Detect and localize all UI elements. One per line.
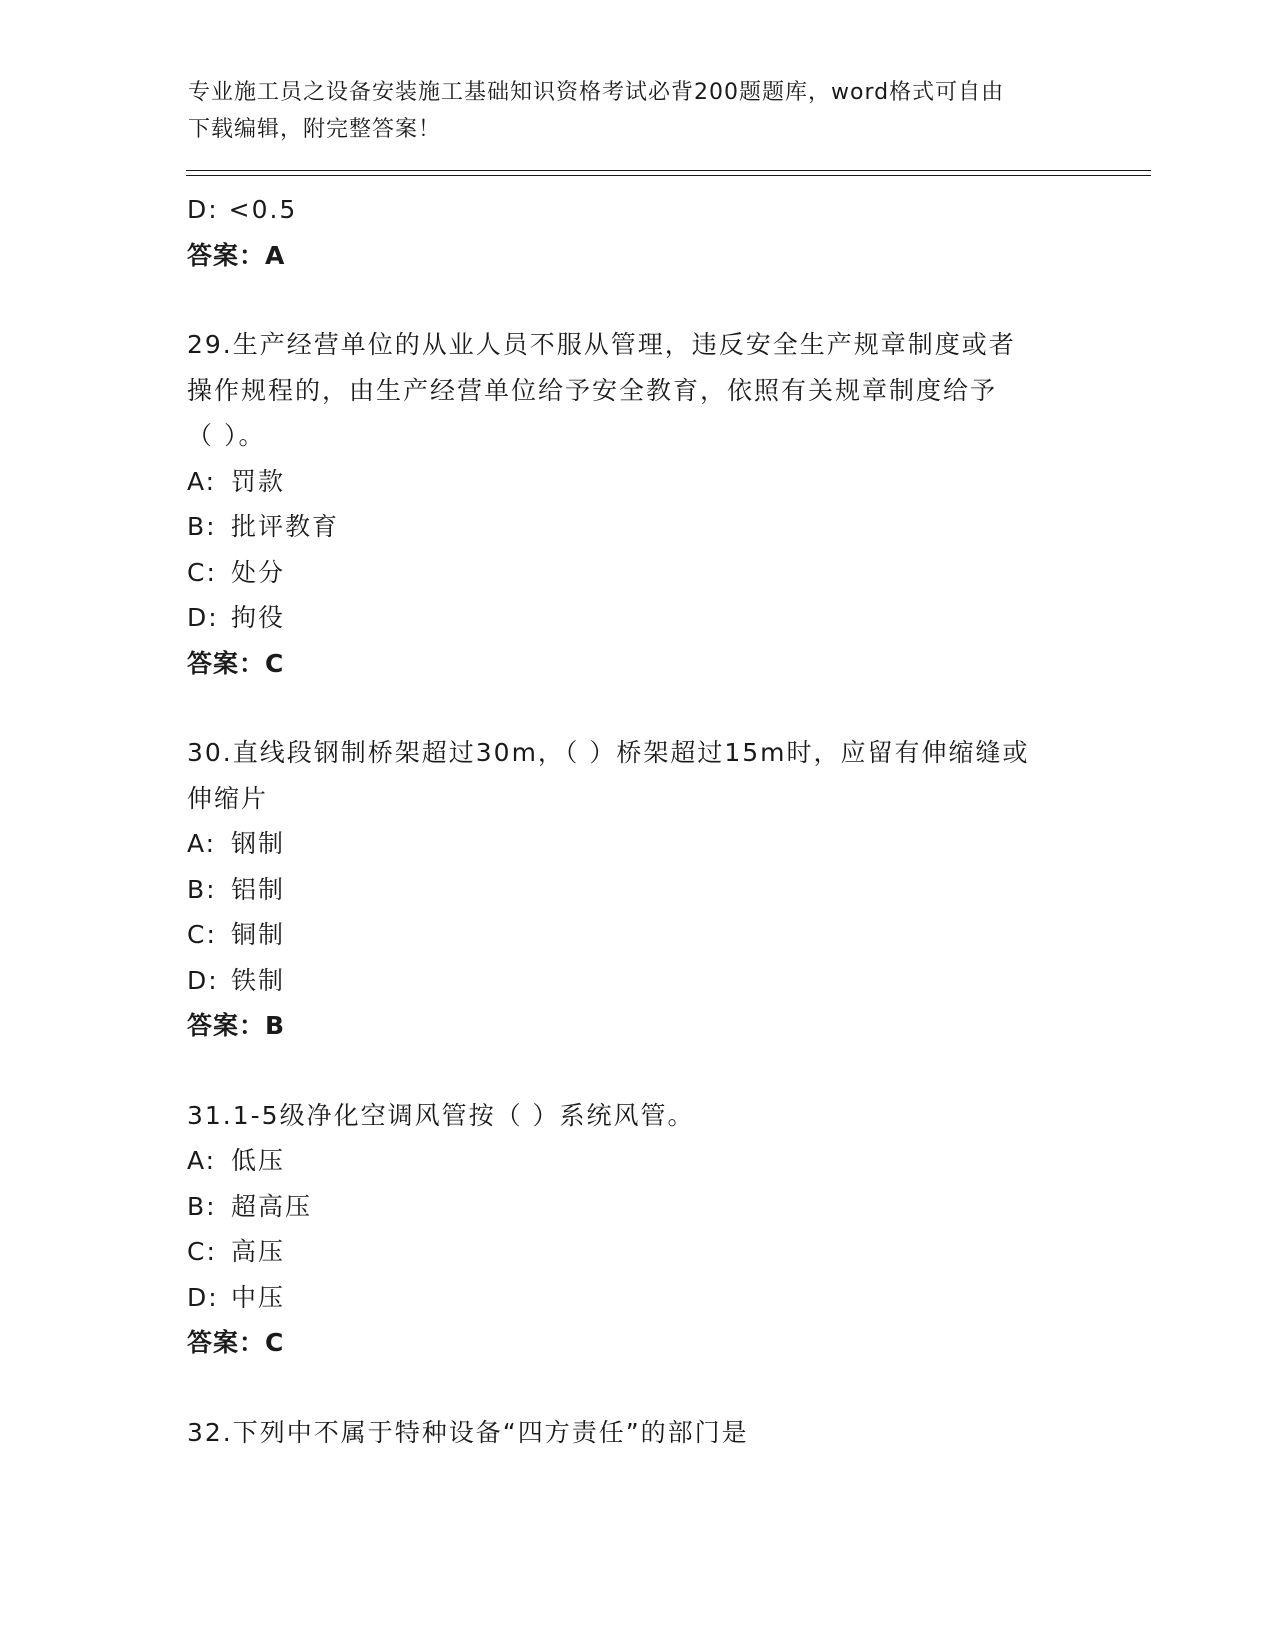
page-header	[188, 74, 1088, 148]
question-29-text-line-1: 29.生产经营单位的从业人员不服从管理，违反安全生产规章制度或者	[187, 330, 1016, 359]
option-text: 拘役	[231, 603, 286, 632]
question-31-option-c	[187, 1229, 1087, 1275]
question-29-option-c	[187, 550, 1087, 596]
question-30-option-b	[187, 867, 1087, 913]
question-30-answer: 答案：B	[187, 1011, 286, 1040]
option-label: B:	[187, 874, 217, 904]
question-29-answer: 答案：C	[187, 648, 285, 678]
header-title-line-1: 专业施工员之设备安装施工基础知识资格考试必背200题题库，word格式可自由	[188, 80, 1005, 105]
header-title-line-2: 下载编辑，附完整答案！	[188, 117, 442, 142]
spacer	[187, 1366, 1087, 1410]
option-text: 铜制	[231, 920, 286, 949]
question-30-option-a	[187, 821, 1087, 867]
question-31-option-d	[187, 1275, 1087, 1321]
option-text: 超高压	[231, 1191, 313, 1221]
question-30-option-d	[187, 958, 1087, 1004]
question-31-option-b	[187, 1184, 1087, 1230]
question-29-option-b	[187, 504, 1087, 550]
question-29-option-d	[187, 595, 1087, 641]
question-29	[187, 322, 1087, 686]
option-label: C:	[187, 1237, 217, 1266]
option-text: 铝制	[231, 874, 286, 904]
question-29-text-line-3: （ ）。	[187, 421, 266, 450]
option-text: 低压	[231, 1146, 286, 1175]
prev-answer: 答案：A	[187, 240, 286, 270]
spacer	[187, 278, 1087, 322]
question-30	[187, 730, 1087, 1049]
option-label: B:	[187, 512, 217, 541]
option-label: D:	[187, 603, 219, 632]
option-text: 高压	[231, 1237, 286, 1266]
option-text: 处分	[231, 557, 286, 587]
spacer	[187, 686, 1087, 730]
question-29-text-line-2: 操作规程的，由生产经营单位给予安全教育，依照有关规章制度给予	[187, 375, 998, 405]
option-text: 批评教育	[231, 512, 340, 541]
question-31-text-line-1: 31.1-5级净化空调风管按（ ）系统风管。	[187, 1100, 695, 1130]
question-29-option-a	[187, 459, 1087, 505]
prev-option-d: D: <0.5	[187, 195, 298, 224]
question-30-text-line-2: 伸缩片	[187, 783, 269, 813]
question-31-option-a	[187, 1138, 1087, 1184]
option-text: 钢制	[231, 829, 286, 858]
option-label: C:	[187, 920, 217, 949]
question-31	[187, 1093, 1087, 1366]
option-label: D:	[187, 965, 219, 995]
question-32	[187, 1410, 1087, 1456]
header-divider-bottom	[186, 175, 1151, 176]
option-text: 罚款	[231, 466, 286, 496]
option-text: 铁制	[231, 965, 286, 995]
option-label: D:	[187, 1282, 219, 1312]
option-label: A:	[187, 1146, 217, 1175]
option-text: 中压	[231, 1282, 286, 1312]
option-label: B:	[187, 1191, 217, 1221]
question-30-text-line-1: 30.直线段钢制桥架超过30m，（ ）桥架超过15m时，应留有伸缩缝或	[187, 738, 1030, 767]
question-list	[187, 187, 1087, 1455]
option-label: C:	[187, 557, 217, 587]
header-divider-top	[186, 170, 1151, 171]
spacer	[187, 1049, 1087, 1093]
option-label: A:	[187, 829, 217, 858]
question-30-option-c	[187, 912, 1087, 958]
question-32-text-line-1: 32.下列中不属于特种设备“四方责任”的部门是	[187, 1417, 749, 1447]
question-31-answer: 答案：C	[187, 1328, 285, 1357]
option-label: A:	[187, 466, 217, 496]
